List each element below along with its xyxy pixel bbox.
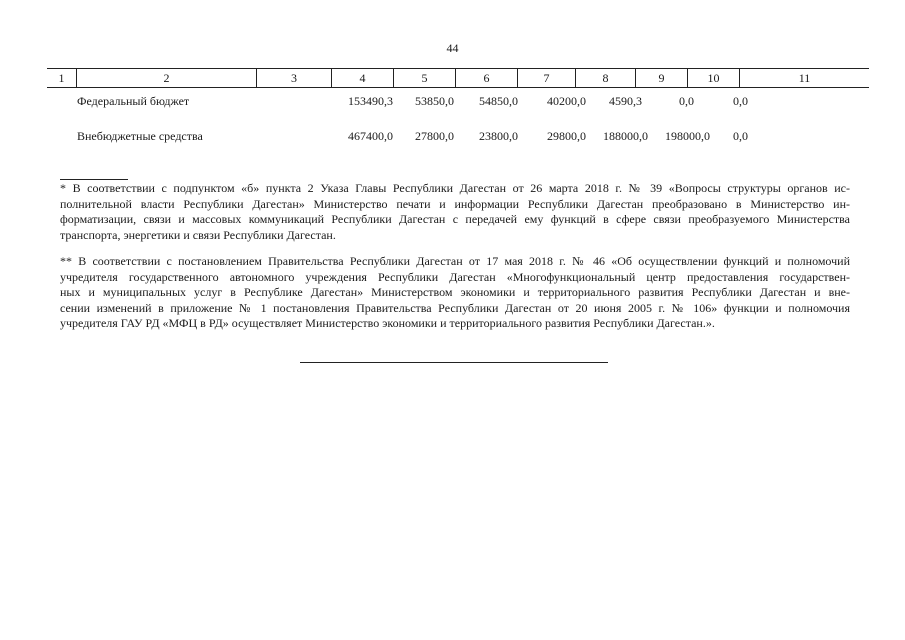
footnote-1	[60, 181, 850, 243]
cell-value: 188000,0	[603, 129, 648, 143]
cell-value: 467400,0	[348, 129, 393, 143]
column-number: 7	[517, 69, 575, 87]
cell-value: 0,0	[679, 94, 694, 108]
footnote-line: учредителя государственного автономного учреждения Республики Дагестан «Многофункциональный центр предоставления государствен-	[60, 269, 850, 284]
cell-value: 53850,0	[415, 94, 454, 108]
footnote-line: ** В соответствии с постановлением Правительства Республики Дагестан от 17 мая 2018 г. № 46 «Об осуществлении функций и полномочий	[60, 254, 850, 268]
page-number: 44	[446, 41, 459, 55]
footnote-line: форматизации, связи и массовых коммуникаций Республики Дагестан с передачей ему функций в сфере связи преобразуемого Министерства	[60, 212, 850, 226]
cell-value: 27800,0	[415, 129, 454, 143]
row-label: Федеральный бюджет	[77, 94, 190, 108]
cell-value: 0,0	[733, 94, 748, 108]
column-number: 9	[635, 69, 687, 87]
column-number: 10	[687, 69, 739, 87]
cell-value: 23800,0	[479, 129, 518, 143]
cell-value: 198000,0	[665, 129, 710, 143]
footnote-line: сении изменений в приложение № 1 постановления Правительства Республики Дагестан от 20 июня 2005 г. № 106» функции и полномочия	[60, 300, 850, 315]
column-number: 5	[393, 69, 455, 87]
column-number: 1	[58, 71, 65, 85]
column-number: 11	[739, 69, 869, 87]
table-column-header	[47, 68, 869, 88]
cell-value: 29800,0	[547, 129, 586, 143]
footnote-2	[60, 254, 850, 332]
column-number: 4	[331, 69, 393, 87]
cell-value: 153490,3	[348, 94, 393, 108]
footnote-line: транспорта, энергетики и связи Республики Дагестан.	[60, 227, 336, 242]
footnote-separator	[60, 179, 128, 180]
cell-value: 0,0	[733, 129, 748, 143]
row-label: Внебюджетные средства	[77, 129, 203, 143]
footnote-line: * В соответствии с подпунктом «б» пункта 2 Указа Главы Республики Дагестан от 26 марта 2018 г. № 39 «Вопросы структуры органов ис-	[60, 181, 850, 195]
footnote-line: учредителя ГАУ РД «МФЦ в РД» осуществляет Министерство экономики и территориального развития Республики Дагестан.».	[60, 316, 715, 330]
footnote-line: ных и муниципальных услуг в Республике Дагестан» Министерством экономики и территориального развития Республики Дагестан и вне-	[60, 285, 850, 299]
column-number: 3	[256, 69, 331, 87]
cell-value: 40200,0	[547, 94, 586, 108]
cell-value: 54850,0	[479, 94, 518, 108]
column-number: 2	[76, 69, 256, 87]
column-number: 6	[455, 69, 517, 87]
footnote-line: полнительной власти Республики Дагестан» Министерство печати и информации Республики Дагестан преобразовано в Министерство ин-	[60, 196, 850, 211]
end-separator	[300, 362, 608, 363]
cell-value: 4590,3	[609, 94, 642, 108]
column-number: 8	[575, 69, 635, 87]
